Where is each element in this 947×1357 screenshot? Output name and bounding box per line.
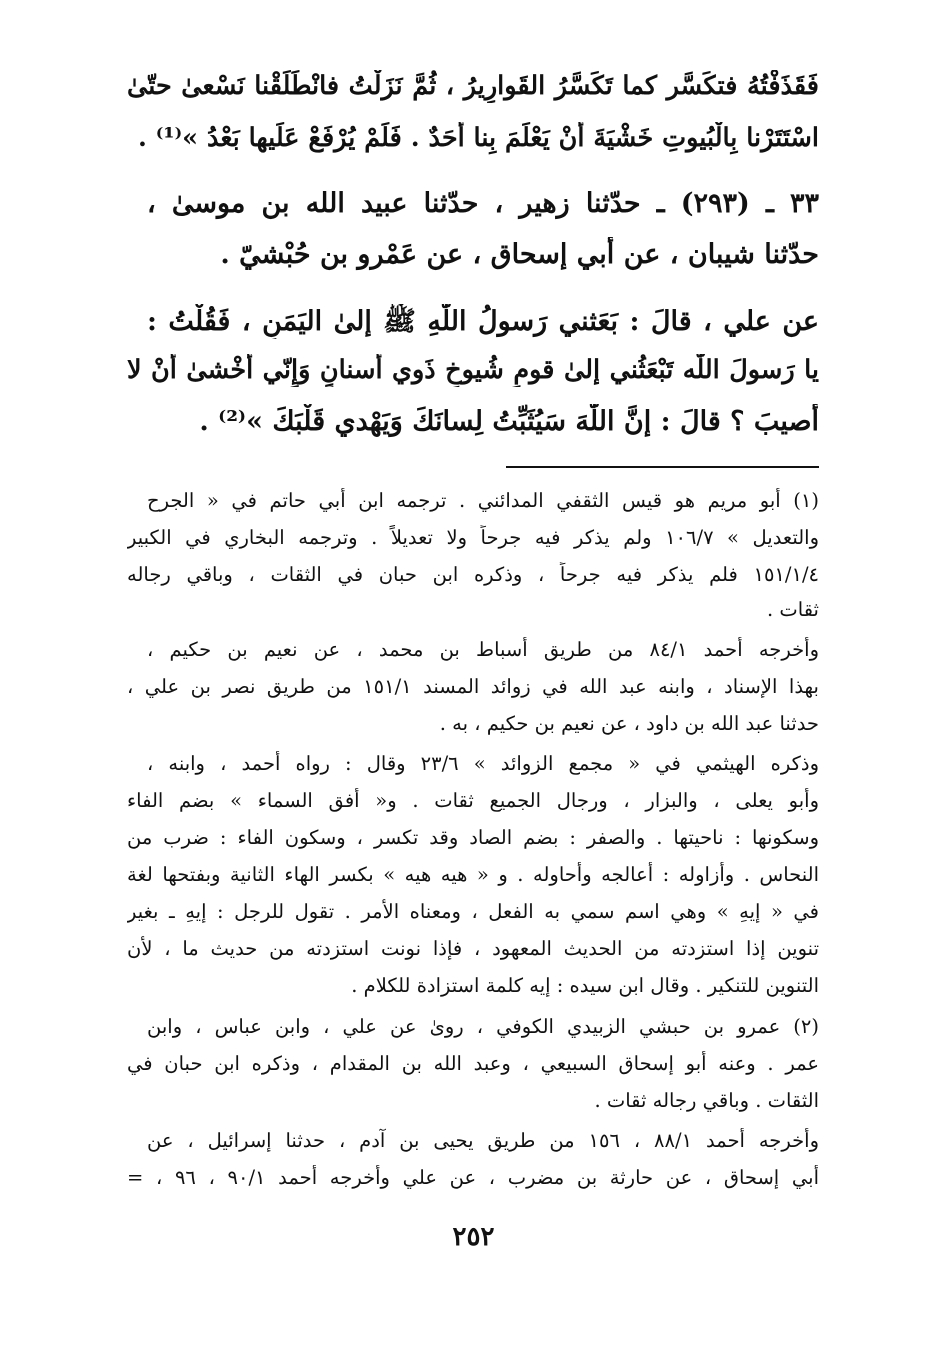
main-line: أُصيبَ ؟ قالَ : إنَّ اللّٰهَ سَيُثَبِّتُ لِسانَكَ وَيَهْدي قَلْبَكَ »⁽²⁾ . (199, 406, 819, 437)
footnote-line: والتعديل » ١٠٦/٧ ولم يذكر فيه جرحاً ولا تعديلاً . وترجمه البخاري في الكبير (127, 526, 819, 549)
footnote-line: تنوين إذا استزدته من الحديث المعهود ، فإذا نونت استزدته من حديث ما ، لأن (127, 937, 819, 960)
main-line: يا رَسولَ اللّٰه تَبْعَثُني إلىٰ قومٍ شُيوخٍ ذَوي أسنانٍ وَإِنّي أَخْشىٰ أَنْ لا (127, 355, 819, 385)
main-line: حدّثنا شيبان ، عن أبي إسحاق ، عن عَمْرو بن حُبْشيّ . (220, 239, 819, 270)
footnote-line: (٢) عمرو بن حبشي الزبيدي الكوفي ، روىٰ عن علي ، وابن عباس ، وابن (147, 1015, 819, 1038)
footnote-line: في « إيهِ » وهي اسم سمي به الفعل ، ومعناه الأمر . تقول للرجل : إيهِ ـ بغير (127, 900, 819, 923)
footnote-line: بهذا الإسناد ، وابنه عبد الله في زوائد المسند ١٥١/١ من طريق نصر بن علي ، (127, 675, 819, 698)
footnote-line: النحاس . وأزاوله : أعالجه وأحاوله . و « هيه هيه » بكسر الهاء الثانية وبفتحها لغة (127, 863, 819, 886)
footnote-line: عمر . وعنه أبو إسحاق السبيعي ، وعبد الله بن المقدام ، وذكره ابن حبان في (127, 1052, 819, 1075)
footnote-separator (506, 466, 819, 468)
footnote-line: وأبو يعلى ، والبزار ، ورجال الجميع ثقات . و« أفق السماء » بضم الفاء (127, 789, 819, 812)
page-number: ٢٥٢ (452, 1222, 495, 1252)
footnote-line: وذكره الهيثمي في « مجمع الزوائد » ٢٣/٦ وقال : رواه أحمد ، وابنه ، (147, 752, 819, 775)
main-line: عن علي ، قالَ : بَعَثني رَسولُ اللّٰهِ ﷺ إلىٰ اليَمَنِ ، فَقُلْتُ : (147, 306, 819, 337)
footnote-line: التنوين للتنكير . وقال ابن سيده : إيه كلمة استزادة للكلام . (351, 974, 819, 997)
footnote-line: ثقات . (767, 598, 819, 621)
footnote-line: ١٥١/١/٤ فلم يذكر فيه جرحاً ، وذكره ابن حبان في الثقات ، وباقي رجاله (127, 563, 819, 586)
footnote-line: أبي إسحاق ، عن حارثة بن مضرب ، عن علي وأخرجه أحمد ٩٠/١ ، ٩٦ ، = (127, 1166, 819, 1189)
footnote-line: حدثنا عبد الله بن داود ، عن نعيم بن حكيم ، به . (439, 712, 819, 735)
footnote-line: وأخرجه أحمد ٨٨/١ ، ١٥٦ من طريق يحيى بن آدم ، حدثنا إسرائيل ، عن (147, 1129, 819, 1152)
hadith-header-line: ٣٣ ـ (٢٩٣) ـ حدّثنا زهير ، حدّثنا عبيد الله بن موسىٰ ، (147, 188, 819, 219)
footnote-line: الثقات . وباقي رجاله ثقات . (594, 1089, 819, 1112)
footnote-line: (١) أبو مريم هو قيس الثقفي المدائني . ترجمه ابن أبي حاتم في « الجرح (147, 489, 819, 512)
main-line: اسْتَتَرْنا بِالْبُيوتِ خَشْيَةَ أَنْ يَعْلَمَ بِنا أَحَدٌ . فَلَمْ يُرْفَعْ عَلَيها بَعْدُ »⁽¹⁾ . (138, 123, 819, 153)
main-line: فَقَذَفْتُهُ فتكَسَّر كما تَكَسَّرُ القَوارِيرُ ، ثُمَّ نَزَلْتُ فانْطَلَقْنا نَسْعىٰ حتّىٰ (127, 71, 819, 101)
footnote-line: وسكونها : ناحيتها . والصفر : بضم الصاد وقد تكسر ، وسكون الفاء : ضرب من (127, 826, 819, 849)
footnote-line: وأخرجه أحمد ٨٤/١ من طريق أسباط بن محمد ، عن نعيم بن حكيم ، (147, 638, 819, 661)
